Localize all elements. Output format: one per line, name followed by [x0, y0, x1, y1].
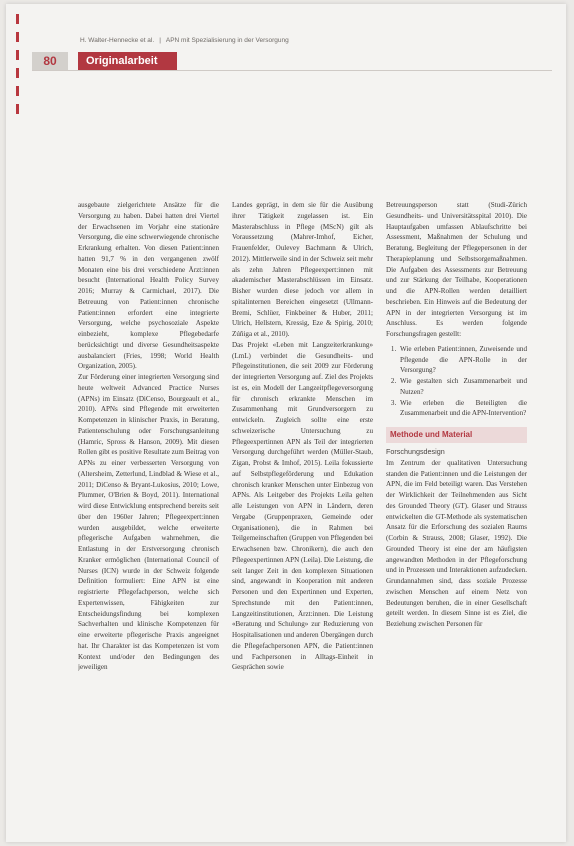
paragraph: Zur Förderung einer integrierten Versorgung sind heute weltweit Advanced Practice Nurses (APNs) im Einsatz (DiCenso, Bourgeault et al., 2010). APNs sind Pflegende mit erweiterten Kompetenzen in klinischer Praxis, in Beratung, Patientenschulung oder Forschungsanleitung (Hamric, Spross & Hanson, 2009). Mit diesen Rollen gibt es positive Resultate zum Beitrag von APNs zu einer verbesserten Versorgung von (Altersheim, Zetterlund, Lindblad & Wiese et al., 2011; DiCenso & Bryant-Lukosius, 2010; Lowe, Plummer, O'Brien & Boyd, 2011). International wird diese Entwicklung entsprechend bereits seit über den 1960er Jahren; Pflegeexpert:innen wurden ausgebildet, welche erweiterte pflegerische Aufgaben wahrnehmen, die Entlastung in der Erstversorgung chronisch Kranker ermöglichen (International Council of Nurses (ICN) wurde in der Schweiz folgende Definition formuliert: Eine APN ist eine registrierte Pflegefachperson, welche sich Expertenwissen, Fähigkeiten zur Entscheidungsfindung bei komplexen Sachverhalten und klinische Kompetenzen für eine erweiterte pflegerische Praxis angeeignet hat. Ihr Charakter ist das Kompetenzen ist vom Kontext und/oder den Bedingungen des jeweiligen	[78, 373, 219, 672]
paragraph: ausgebaute zielgerichtete Ansätze für die Versorgung zu haben. Dabei hatten drei Viertel der Erwachsenen im Vorjahr eine stationäre Versorgung, die eine schwerwiegende chronische Erkrankung erhalten. Von diesen Patient:innen hatten 91,7 % in den vergangenen zwölf Monaten eine bis drei verschiedene Ärzt:innen besucht (International Health Policy Survey 2016; Murray & Carmichael, 2017). Die Betreuung von Patient:innen chronische Patient:innen erfordert eine integrierte Versorgung, welche psychosoziale Aspekte einbezieht, komplexe Pflegebedarfe berücksichtigt und diverse Gesundheitsaspekte ausbalanciert (Fries, 1998; World Health Organization, 2005).	[78, 201, 219, 371]
paragraph: Landes geprägt, in dem sie für die Ausübung ihrer Tätigkeit zugelassen ist. Ein Masterabschluss in Pflege (MScN) gilt als Voraussetzung (Mahrer-Imhof, Eicher, Frauenfelder, Oulevey Bachmann & Ulrich, 2012). Mittlerweile sind in der Schweiz seit mehr als zehn Jahren Pflegeexpert:innen mit akademischer Masterabschlüssen im Einsatz. Bisher wurden diese jedoch vor allem in spitalinternen Bereichen eingesetzt (Ullmann-Bremi, Schlüer, Finkbeiner & Huber, 2011; Ulrich, Hellstern, Kressig, Eze & Spirig, 2010; Zúñiga et al., 2010).	[232, 201, 373, 338]
article-body	[78, 200, 528, 832]
section-heading: Methode und Material	[386, 427, 527, 443]
list-item: 3. Wie erleben die Beteiligten die Zusammenarbeit und die APN-Intervention?	[398, 398, 527, 420]
column-3	[386, 200, 527, 832]
column-1	[78, 200, 219, 832]
running-head: H. Walter-Hennecke et al. | APN mit Spezialisierung in der Versorgung	[80, 37, 289, 44]
page-number: 80	[32, 52, 68, 70]
research-questions	[386, 344, 527, 419]
paragraph: Im Zentrum der qualitativen Untersuchung standen die Patient:innen und die Leistungen der APN, die im Feld beteiligt waren. Das Verstehen der Wirklichkeit der Teilnehmenden aus Sicht des Grounded Theory (GT). Glaser und Strauss entwickelten die GT-Methode als systematischen Ansatz für die Erforschung des sozialen Raums (Corbin & Strauss, 2008; Glaser, 1992). Die Grounded Theory ist eine der am häufigsten angewandten Methoden in der Pflegeforschung und in Prozessen und Interaktionen aufzudecken. Grundannahmen sind, dass soziale Prozesse zwischen Menschen auf einem Netz von Bedeutungen beruhen, die in einer Gesellschaft geteilt werden. In diesem Sinne ist es Ziel, die Beziehung zwischen Personen für	[386, 458, 527, 628]
paragraph: Betreuungsperson statt (Studi-Zürich Gesundheits- und Universitätsspital 2010). Die Hauptaufgaben umfassen Ablaufschritte bei Assessment, Maßnahmen der Schulung und Beratung, Begleitung der Pflegepersonen in der Therapieplanung und Selbstsorgemaßnahmen. Die Aufgaben des Assessments zur Betreuung und zur Stärkung der Teilhabe, Kooperationen und die APN-Rollen werden detailliert beschrieben. Ein Hinweis auf die Bedeutung der APN in der integrierten Versorgung ist im Anschluss. Es werden folgende Forschungsfragen gestellt:	[386, 201, 527, 338]
header-rule	[32, 70, 552, 71]
list-item: 1. Wie erleben Patient:innen, Zuweisende und Pflegende die APN-Rolle in der Versorgung?	[398, 344, 527, 376]
paragraph: Das Projekt «Leben mit Langzeiterkrankung» (LmL) verbindet die Gesundheits- und Pflegeinstitutionen, die seit 2009 zur Förderung der integrierten Versorgung auf. Ziel des Projekts ist es, ein Modell der Langzeitpflegeversorgung für chronisch erkrankte Menschen im Zusammenhang mit Grundversorgern zu entwickeln. Zugleich sollte eine erste schweizerische Untersuchung zu Pflegeexpertinnen APN als Teil der integrierten Versorgung durchgeführt werden (Müller-Staub, Zigan, Probst & Imhof, 2015). Leila fokussierte auf Selbstpflegeförderung und Edukation chronisch kranker Menschen unter Einbezug von APNs. Als Leitgeber des Projekts Leila gelten alle Leistungen von APN in Ländern, deren Vergabe (Gruppenpraxen, Gemeinde oder Organisationen), die in Rahmen bei Teilgemeinschaften (Gruppen von Pflegenden bei Erwachsenen bzw. Chronikern), die auch den Pflegeexpertinnen APN (Leila). Die Leistung, die seit langer Zeit in den komplexen Situationen sind, angewandt in Kooperation mit anderen Personen und den Expertinnen und Experten, Sprechstunde mit den Patient:innen, Langzeitinstitutionen, Ärzt:innen. Die Leistung «Beratung und Schulung» zur Reduzierung von Hospitalisationen und anderen Übergängen durch die Pflegefachpersonen APN, die Patient:innen und Fachpersonen in Alltags-Einheit in Gesprächen sowie	[232, 340, 373, 672]
column-2	[232, 200, 373, 832]
running-head-authors: H. Walter-Hennecke et al.	[80, 37, 155, 44]
journal-page	[6, 4, 566, 842]
section-label: Originalarbeit	[78, 52, 177, 70]
crop-marks	[16, 14, 20, 124]
list-item: 2. Wie gestalten sich Zusammenarbeit und Nutzen?	[398, 376, 527, 398]
subsection-heading: Forschungsdesign	[386, 447, 445, 456]
running-head-title: APN mit Spezialisierung in der Versorgung	[165, 37, 289, 44]
